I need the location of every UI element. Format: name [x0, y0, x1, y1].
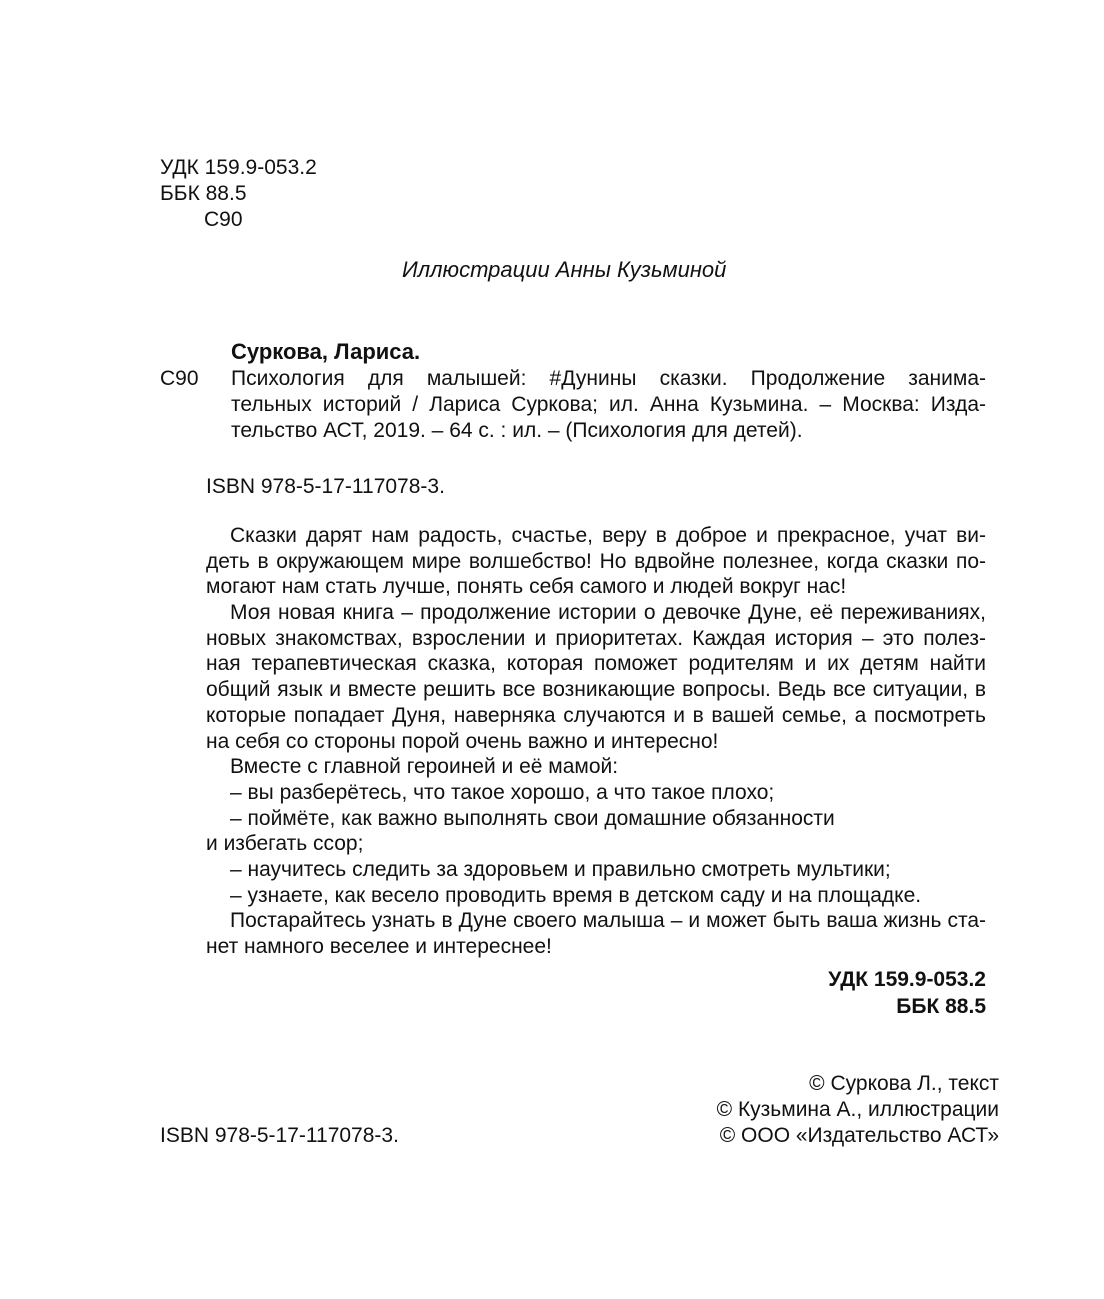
- annotation-line: новых знакомствах, взрослении и приоритетах. Каждая история – это полез-: [206, 626, 986, 650]
- annotation-line: ная терапевтическая сказка, которая поможет родителям и их детям найти: [206, 652, 986, 676]
- copyright-line: © Суркова Л., текст: [809, 1072, 999, 1095]
- annotation: [206, 524, 986, 961]
- bibliographic-description: [231, 367, 986, 445]
- annotation-line: общий язык и вместе решить все возникающие вопросы. Ведь все ситуации, в: [206, 678, 986, 702]
- copyright-line: © Кузьмина А., иллюстрации: [716, 1098, 999, 1121]
- udk-code: УДК 159.9-053.2: [160, 156, 317, 179]
- author-heading: Суркова, Лариса.: [231, 339, 421, 364]
- illustrator-credit: Иллюстрации Анны Кузьминой: [402, 257, 727, 282]
- annotation-line: Постарайтесь узнать в Дуне своего малыша – и может быть ваша жизнь ста-: [230, 909, 986, 933]
- annotation-line: – поймёте, как важно выполнять свои домашние обязанности: [230, 806, 835, 830]
- annotation-line: которые попадает Дуня, наверняка случаются и в вашей семье, а посмотреть: [206, 703, 986, 727]
- biblio-line: Психология для малышей: #Дунины сказки. Продолжение занима-: [231, 367, 986, 390]
- annotation-line: и избегать ссор;: [206, 832, 364, 856]
- isbn-line: ISBN 978-5-17-117078-3.: [206, 475, 445, 498]
- udk-code-bottom: УДК 159.9-053.2: [828, 968, 986, 991]
- bbk-code-bottom: ББК 88.5: [896, 995, 986, 1018]
- annotation-line: Моя новая книга – продолжение истории о девочке Дуне, её переживаниях,: [230, 601, 986, 625]
- biblio-line: тельных историй / Лариса Суркова; ил. Анна Кузьмина. – Москва: Изда-: [231, 393, 986, 416]
- biblio-line: тельство АСТ, 2019. – 64 с. : ил. – (Психология для детей).: [231, 419, 803, 442]
- annotation-line: деть в окружающем мире волшебство! Но вдвойне полезнее, когда сказки по-: [206, 549, 986, 573]
- annotation-line: – вы разберётесь, что такое хорошо, а что такое плохо;: [230, 780, 775, 804]
- annotation-line: Вместе с главной героиней и её мамой:: [230, 755, 619, 779]
- isbn-line-bottom: ISBN 978-5-17-117078-3.: [160, 1124, 399, 1147]
- annotation-line: Сказки дарят нам радость, счастье, веру в доброе и прекрасное, учат ви-: [230, 524, 986, 547]
- copyright-block: [717, 1072, 999, 1150]
- classification-codes-top: [160, 156, 317, 234]
- annotation-line: – узнаете, как весело проводить время в детском саду и на площадке.: [230, 883, 922, 907]
- annotation-line: на себя со стороны порой очень важно и интересно!: [206, 729, 719, 753]
- annotation-line: – научитесь следить за здоровьем и правильно смотреть мультики;: [230, 857, 891, 881]
- biblio-author-mark: С90: [160, 367, 199, 390]
- annotation-line: могают нам стать лучше, понять себя самого и людей вокруг нас!: [206, 575, 847, 599]
- copyright-line: © ООО «Издательство АСТ»: [719, 1124, 999, 1147]
- classification-codes-bottom: [828, 968, 986, 1022]
- bbk-code: ББК 88.5: [160, 182, 247, 205]
- annotation-line: нет намного веселее и интереснее!: [206, 935, 552, 958]
- author-mark: С90: [204, 208, 243, 231]
